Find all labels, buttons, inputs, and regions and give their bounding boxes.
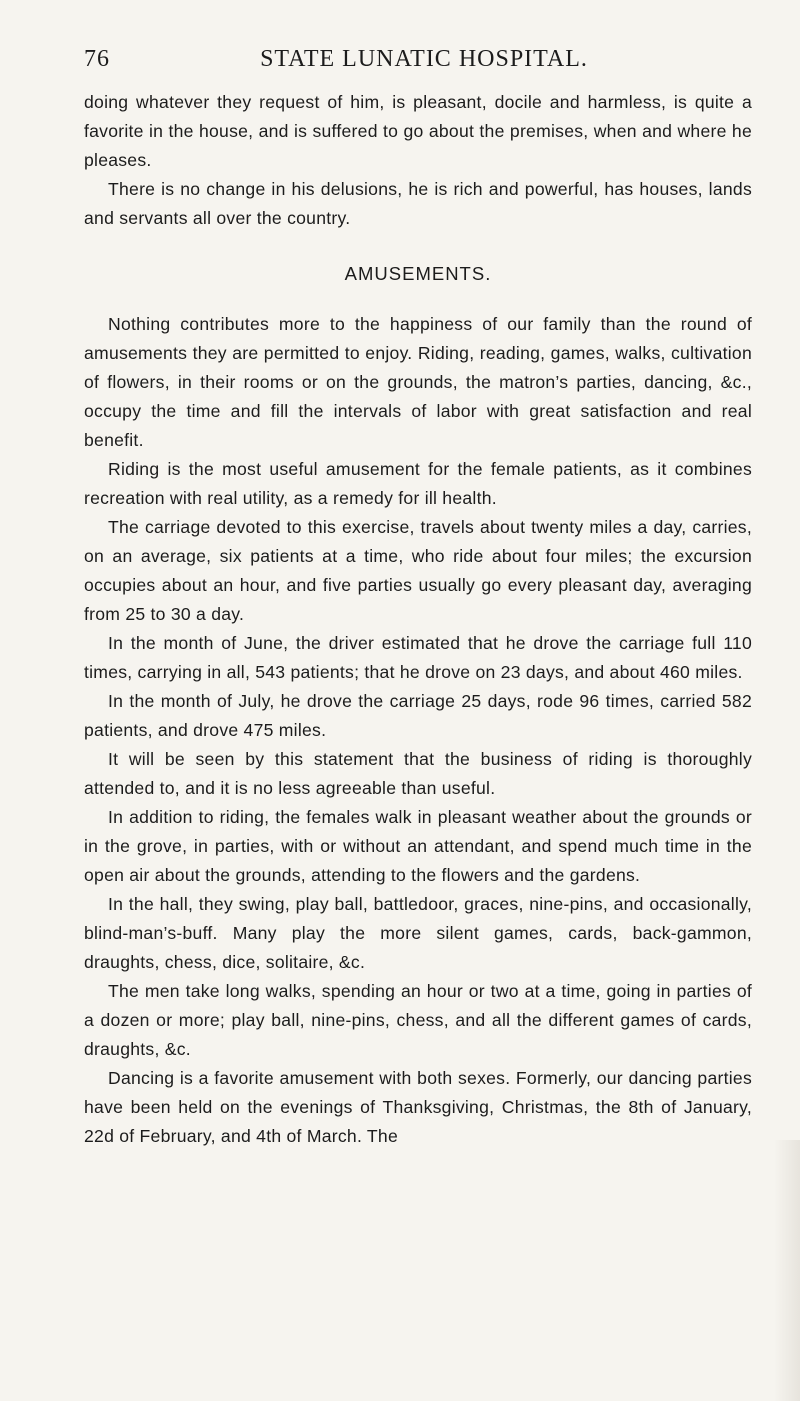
paragraph-walks: In addition to riding, the females walk in pleasant weather about the grounds or in the grove, in parties, with or without an attendant, and spend much time in the open air about the grounds, attending to the flowers and the gardens. <box>84 807 752 885</box>
paragraph-riding: Riding is the most useful amusement for the female patients, as it combines recreation with real utility, as a remedy for ill health. <box>84 459 752 508</box>
paragraph-july: In the month of July, he drove the carriage 25 days, rode 96 times, carried 582 patients, and drove 475 miles. <box>84 691 752 740</box>
paragraph-june: In the month of June, the driver estimated that he drove the carriage full 110 times, carrying in all, 543 patients; that he drove on 23 days, and about 460 miles. <box>84 633 752 682</box>
page-edge-shadow <box>774 1140 800 1401</box>
page-header <box>84 46 764 86</box>
paragraph-amusements-intro: Nothing contributes more to the happiness of our family than the round of amusements they are permitted to enjoy. Riding, reading, games, walks, cultivation of flowers, in their rooms or on the grounds, the matron’s parties, dancing, &c., occupy the time and fill the intervals of labor with great satisfaction and real benefit. <box>84 314 752 450</box>
paragraph-delusions: There is no change in his delusions, he is rich and powerful, has houses, lands and servants all over the country. <box>84 179 752 228</box>
body-text <box>84 88 752 1151</box>
section-heading-amusements: AMUSEMENTS. <box>344 263 492 284</box>
paragraph-carriage: The carriage devoted to this exercise, travels about twenty miles a day, carries, on an average, six patients at a time, who ride about four miles; the excursion occupies about an hour, and five parties usually go every pleasant day, averaging from 25 to 30 a day. <box>84 517 752 624</box>
paragraph-riding-summary: It will be seen by this statement that the business of riding is thoroughly attended to, and it is no less agreeable than useful. <box>84 749 752 798</box>
paragraph-continuation: doing whatever they request of him, is pleasant, docile and harmless, is quite a favorite in the house, and is suffered to go about the premises, when and where he pleases. <box>84 92 752 170</box>
page-number: 76 <box>84 46 110 72</box>
paragraph-men: The men take long walks, spending an hour or two at a time, going in parties of a dozen or more; play ball, nine-pins, chess, and all the different games of cards, draughts, &c. <box>84 981 752 1059</box>
paragraph-hall-games: In the hall, they swing, play ball, battledoor, graces, nine-pins, and occasionally, blind-man’s-buff. Many play the more silent games, cards, back-gammon, draughts, chess, dice, solitaire, &c. <box>84 894 752 972</box>
paragraph-dancing: Dancing is a favorite amusement with both sexes. Formerly, our dancing parties have been held on the evenings of Thanksgiving, Christmas, the 8th of January, 22d of February, and 4th of March. The <box>84 1068 752 1146</box>
running-head: STATE LUNATIC HOSPITAL. <box>260 46 588 72</box>
